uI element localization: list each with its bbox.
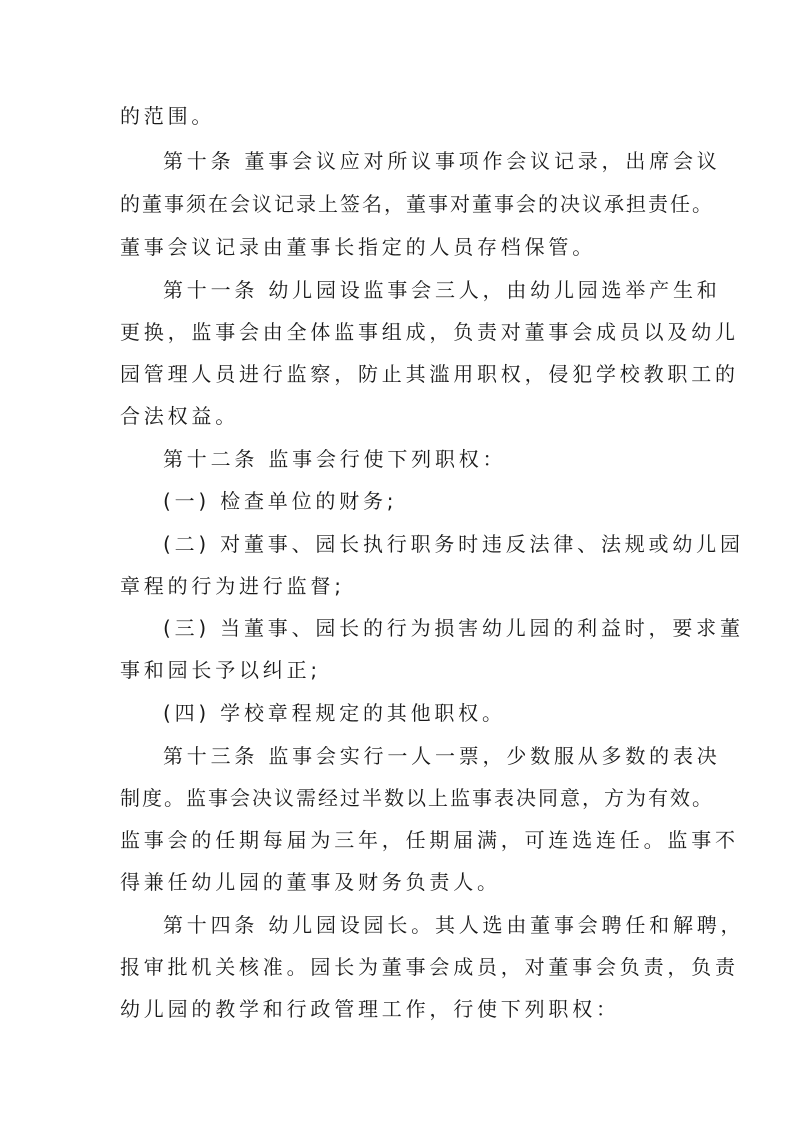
article-10-heading-line: 第十条 董事会议应对所议事项作会议记录，出席会议 [163,149,721,173]
text-line: 合法权益。 [120,404,239,428]
text-line: 更换，监事会由全体监事组成，负责对董事会成员以及幼儿 [120,320,739,344]
text-line: 制度。监事会决议需经过半数以上监事表决同意，方为有效。 [120,786,714,810]
text-line: 得兼任幼儿园的董事及财务负责人。 [120,870,501,894]
text-line: 园管理人员进行监察，防止其滥用职权，侵犯学校教职工的 [120,362,739,386]
article-12-heading-line: 第十二条 监事会行使下列职权： [163,447,507,471]
text-line: 事和园长予以纠正; [120,658,321,682]
text-line: 董事会议记录由董事长指定的人员存档保管。 [120,235,596,259]
article-14-heading-line: 第十四条 幼儿园设园长。其人选由董事会聘任和解聘， [163,913,745,937]
text-line: 章程的行为进行监督; [120,574,345,598]
text-line: 的董事须在会议记录上签名，董事对董事会的决议承担责任。 [120,192,714,216]
article-13-heading-line: 第十三条 监事会实行一人一票，少数服从多数的表决 [163,744,721,768]
text-line: 的范围。 [120,104,216,128]
text-line: 报审批机关核准。园长为董事会成员，对董事会负责，负责 [120,955,739,979]
article-11-heading-line: 第十一条 幼儿园设监事会三人，由幼儿园选举产生和 [163,278,721,302]
text-line: 幼儿园的教学和行政管理工作，行使下列职权： [120,997,620,1021]
list-item-2: (二) 对董事、园长执行职务时违反法律、法规或幼儿园 [163,532,744,556]
list-item-4: (四) 学校章程规定的其他职权。 [163,701,506,725]
text-line: 监事会的任期每届为三年，任期届满，可连选连任。监事不 [120,828,739,852]
list-item-1: (一) 检查单位的财务; [163,489,398,513]
list-item-3: (三) 当董事、园长的行为损害幼儿园的利益时，要求董 [163,616,744,640]
